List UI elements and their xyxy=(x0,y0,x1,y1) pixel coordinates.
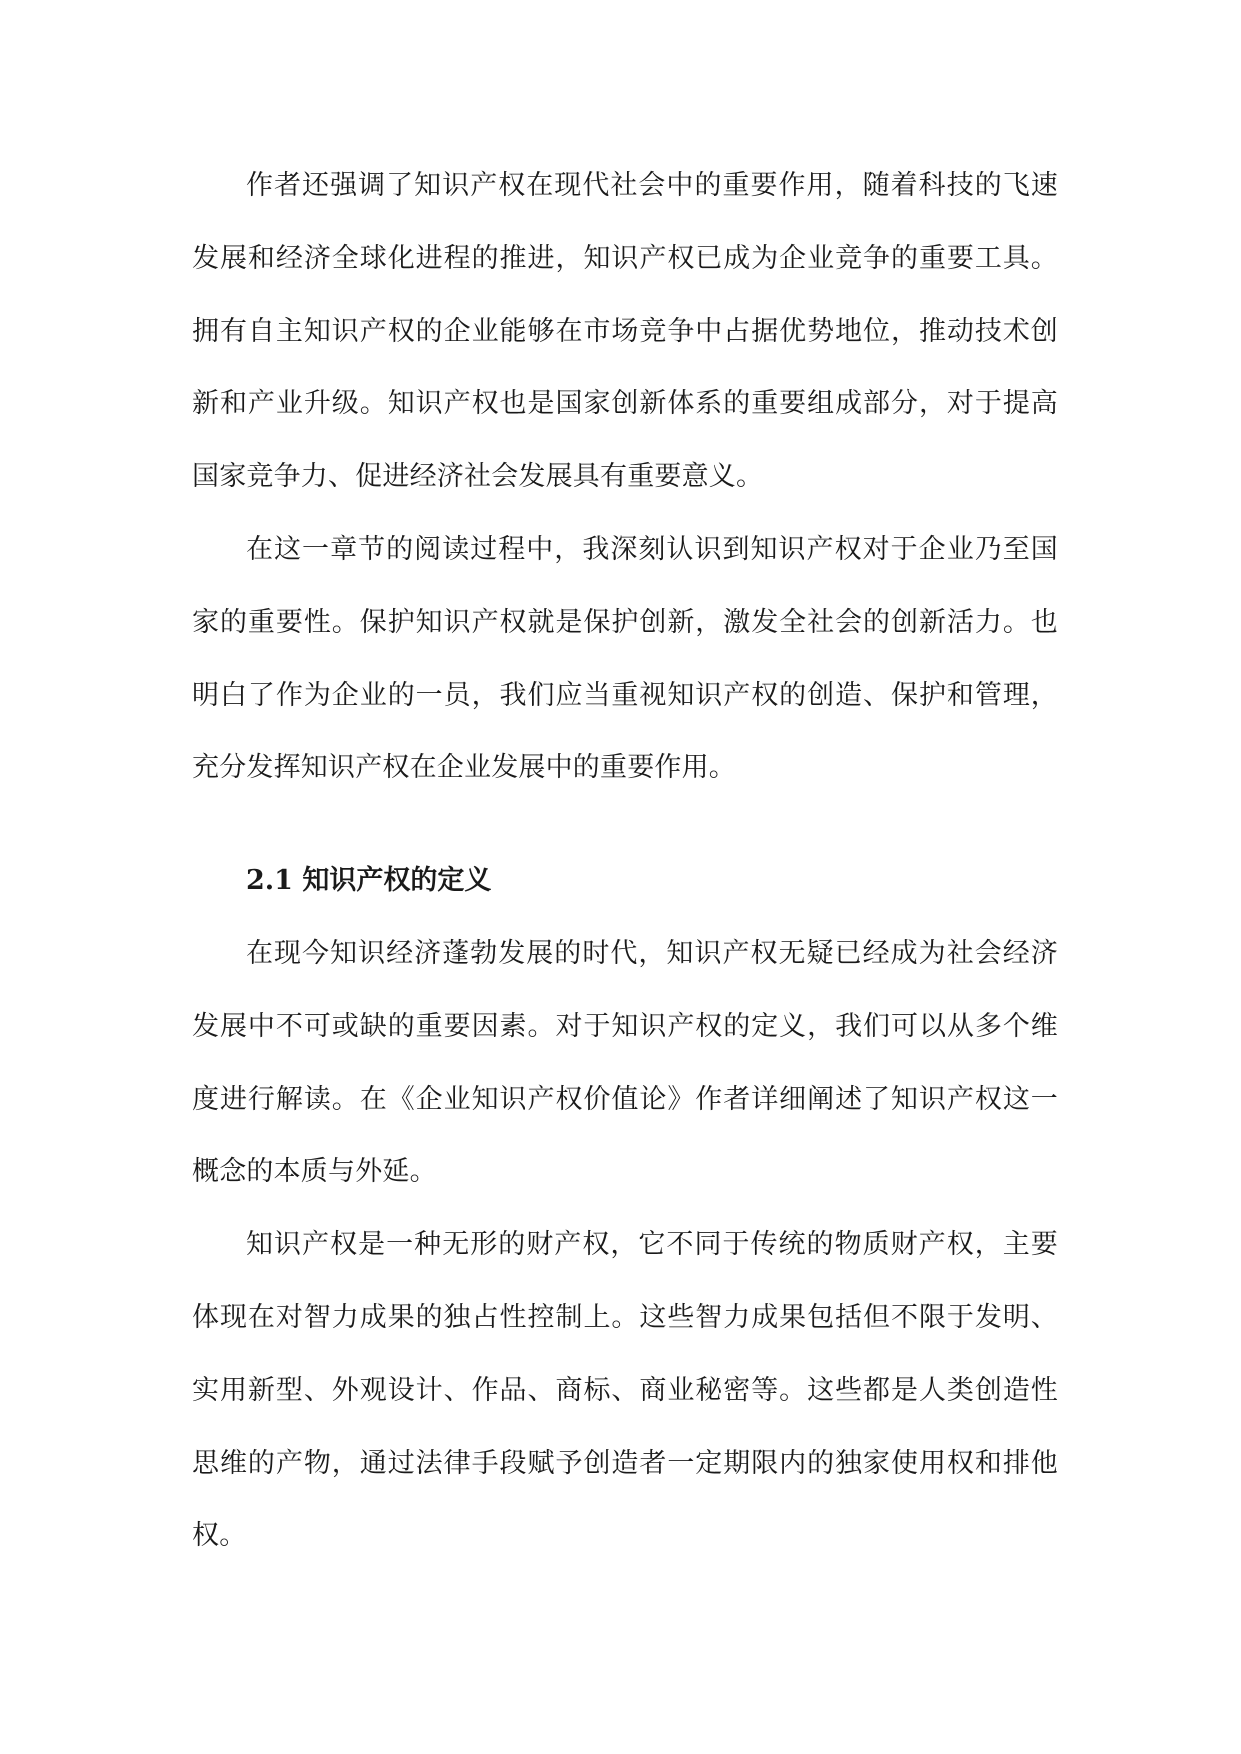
paragraph-ip-importance: 作者还强调了知识产权在现代社会中的重要作用，随着科技的飞速发展和经济全球化进程的推进，知识产权已成为企业竞争的重要工具。拥有自主知识产权的企业能够在市场竞争中占据优势地位，推动技术创新和产业升级。知识产权也是国家创新体系的重要组成部分，对于提高国家竞争力、促进经济社会发展具有重要意义。 xyxy=(192,170,1058,493)
paragraph-ip-intangible-property: 知识产权是一种无形的财产权，它不同于传统的物质财产权，主要体现在对智力成果的独占性控制上。这些智力成果包括但不限于发明、实用新型、外观设计、作品、商标、商业秘密等。这些都是人类创造性思维的产物，通过法律手段赋予创造者一定期限内的独家使用权和排他权。 xyxy=(192,1229,1058,1552)
section-heading: 2.1 知识产权的定义 xyxy=(246,865,492,897)
paragraph-ip-definition-intro: 在现今知识经济蓬勃发展的时代，知识产权无疑已经成为社会经济发展中不可或缺的重要因素。对于知识产权的定义，我们可以从多个维度进行解读。在《企业知识产权价值论》作者详细阐述了知识产权这一概念的本质与外延。 xyxy=(192,937,1058,1188)
document-page xyxy=(192,150,1058,1573)
paragraph-reading-reflection: 在这一章节的阅读过程中，我深刻认识到知识产权对于企业乃至国家的重要性。保护知识产权就是保护创新，激发全社会的创新活力。也明白了作为企业的一员，我们应当重视知识产权的创造、保护和管理，充分发挥知识产权在企业发展中的重要作用。 xyxy=(192,533,1058,784)
